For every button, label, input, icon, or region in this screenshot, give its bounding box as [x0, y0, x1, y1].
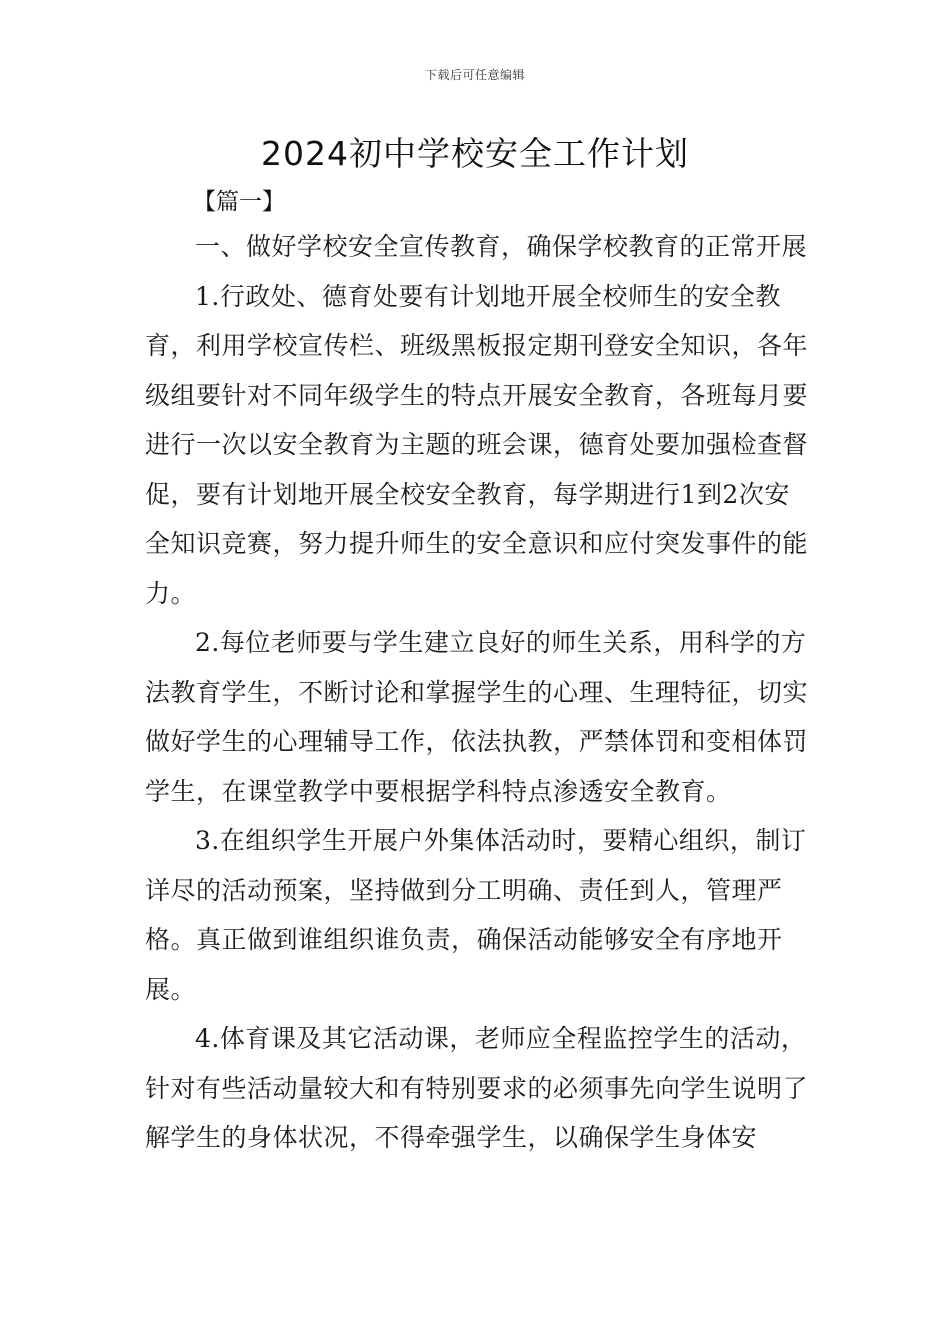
document-body [145, 222, 810, 1163]
paragraph-item-3: 3.在组织学生开展户外集体活动时，要精心组织，制订详尽的活动预案，坚持做到分工明确、责任到人，管理严格。真正做到谁组织谁负责，确保活动能够安全有序地开展。 [145, 826, 807, 1004]
header-note: 下载后可任意编辑 [424, 68, 525, 82]
paragraph-item-1: 1.行政处、德育处要有计划地开展全校师生的安全教育，利用学校宣传栏、班级黑板报定期刊登安全知识，各年级组要针对不同年级学生的特点开展安全教育，各班每月要进行一次以安全教育为主题的班会课，德育处要加强检查督促，要有计划地开展全校安全教育，每学期进行1到2次安全知识竞赛，努力提升师生的安全意识和应付突发事件的能力。 [145, 281, 809, 608]
paragraph-item-2: 2.每位老师要与学生建立良好的师生关系，用科学的方法教育学生，不断讨论和掌握学生的心理、生理特征，切实做好学生的心理辅导工作，依法执教，严禁体罚和变相体罚学生，在课堂教学中要根据学科特点渗透安全教育。 [145, 628, 809, 806]
paragraph-item-4: 4.体育课及其它活动课，老师应全程监控学生的活动，针对有些活动量较大和有特别要求的必须事先向学生说明了解学生的身体状况，不得牵强学生，以确保学生身体安 [145, 1024, 809, 1152]
page-title: 2024初中学校安全工作计划 [261, 134, 689, 173]
section-label: 【篇一】 [193, 189, 285, 215]
paragraph-section-heading: 一、做好学校安全宣传教育，确保学校教育的正常开展 [195, 232, 808, 261]
